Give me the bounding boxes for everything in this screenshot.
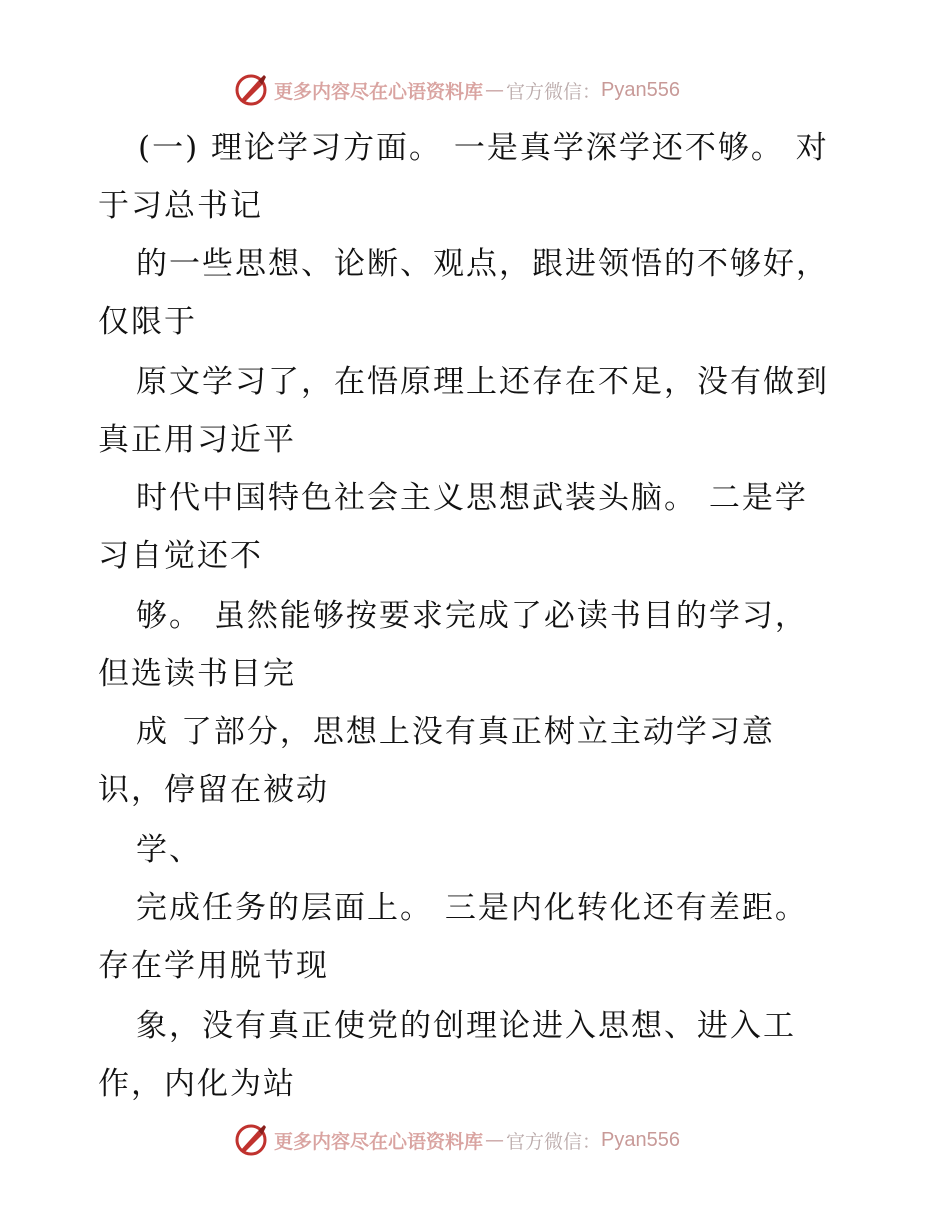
body-line: 识，停留在被动 <box>98 772 329 808</box>
header-watermark <box>234 72 680 108</box>
pen-logo-icon <box>234 73 268 107</box>
body-line: 完成任务的层面上。 三是内化转化还有差距。 <box>136 890 808 926</box>
body-line: 时代中国特色社会主义思想武装头脑。 二是学 <box>136 480 808 516</box>
body-line: 但选读书目完 <box>98 656 296 692</box>
body-line: 习自觉还不 <box>98 538 263 574</box>
body-line: 原文学习了，在悟原理上还存在不足，没有做到 <box>136 364 829 400</box>
watermark-wechat-id: Pyan556 <box>601 1128 680 1151</box>
body-line: 仅限于 <box>98 304 197 340</box>
watermark-wechat-id: Pyan556 <box>601 78 680 101</box>
watermark-separator: — <box>485 1129 505 1151</box>
body-line: (一) 理论学习方面。 一是真学深学还不够。 对 <box>138 130 829 166</box>
body-line: 的一些思想、论断、观点，跟进领悟的不够好， <box>136 246 829 282</box>
watermark-wechat-label: 官方微信： <box>506 1130 602 1153</box>
body-line: 成 了部分，思想上没有真正树立主动学习意 <box>136 714 775 750</box>
body-line: 真正用习近平 <box>98 422 296 458</box>
body-line: 于习总书记 <box>98 188 263 224</box>
watermark-main-text: 更多内容尽在心语资料库 <box>274 80 484 103</box>
watermark-separator: — <box>485 79 505 101</box>
watermark-wechat-label: 官方微信： <box>506 80 602 103</box>
footer-watermark <box>234 1122 680 1158</box>
body-line: 作，内化为站 <box>98 1066 296 1102</box>
body-line: 存在学用脱节现 <box>98 948 329 984</box>
body-line: 够。 虽然能够按要求完成了必读书目的学习， <box>136 598 808 634</box>
body-line: 学、 <box>136 832 202 868</box>
watermark-main-text: 更多内容尽在心语资料库 <box>274 1130 484 1153</box>
body-line: 象，没有真正使党的创理论进入思想、进入工 <box>136 1008 796 1044</box>
pen-logo-icon <box>234 1123 268 1157</box>
